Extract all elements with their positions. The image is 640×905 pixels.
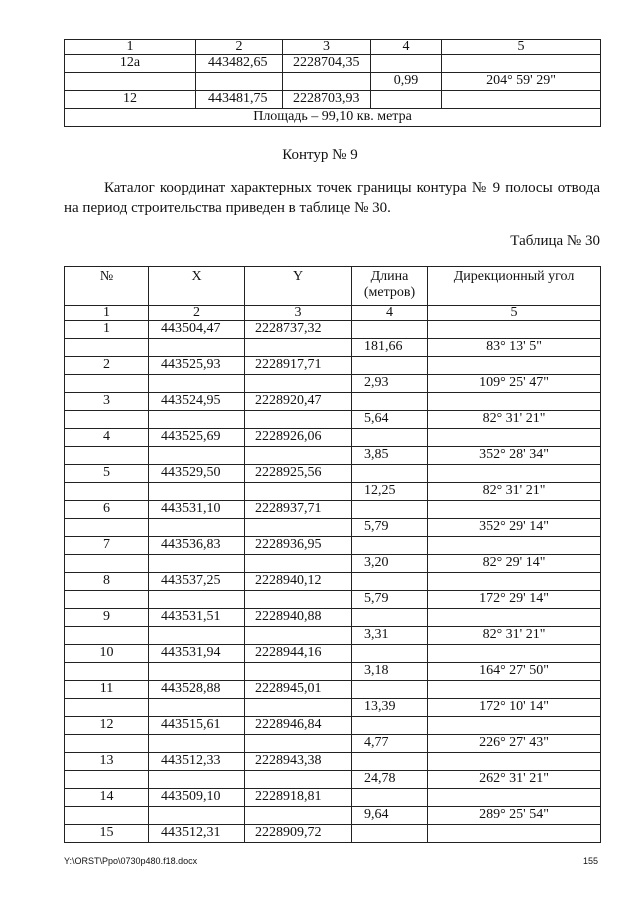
point-row (65, 55, 601, 73)
page-number: 155 (582, 856, 598, 866)
length-value: 3,18 (364, 663, 389, 678)
y-cell (245, 717, 352, 735)
segment-row (65, 411, 601, 429)
point-number-cell (65, 73, 196, 91)
table-label: Таблица № 30 (510, 233, 600, 249)
point-row (65, 789, 601, 807)
angle-cell: 172° 10' 14" (428, 699, 601, 717)
y-cell (245, 627, 352, 645)
point-row (65, 753, 601, 771)
point-number-cell: 7 (65, 537, 149, 555)
point-number-cell (65, 807, 149, 825)
length-value: 9,64 (364, 807, 389, 822)
y-cell (245, 339, 352, 357)
y-value: 2228917,71 (255, 357, 322, 372)
y-cell (245, 465, 352, 483)
y-value: 2228704,35 (293, 55, 360, 70)
length-cell (352, 447, 428, 465)
x-value: 443537,25 (161, 573, 221, 588)
point-number-cell (65, 447, 149, 465)
angle-cell: 82° 31' 21" (428, 411, 601, 429)
angle-cell (428, 753, 601, 771)
angle-cell: 289° 25' 54" (428, 807, 601, 825)
x-cell (149, 627, 245, 645)
y-cell (245, 519, 352, 537)
column-number-cell: 4 (371, 40, 442, 55)
angle-cell: 164° 27' 50" (428, 663, 601, 681)
y-cell (245, 591, 352, 609)
length-cell (352, 321, 428, 339)
y-cell (245, 663, 352, 681)
length-cell (352, 555, 428, 573)
angle-cell: 172° 29' 14" (428, 591, 601, 609)
y-value: 2228909,72 (255, 825, 322, 840)
header-row (65, 267, 601, 306)
angle-cell: 82° 31' 21" (428, 483, 601, 501)
angle-cell (428, 789, 601, 807)
length-value: 4,77 (364, 735, 389, 750)
x-cell (149, 555, 245, 573)
point-number-cell (65, 663, 149, 681)
x-cell (196, 91, 283, 109)
length-cell (352, 681, 428, 699)
y-cell (245, 555, 352, 573)
point-row (65, 681, 601, 699)
x-cell (149, 573, 245, 591)
y-value: 2228703,93 (293, 91, 360, 106)
segment-row (65, 771, 601, 789)
area-cell: Площадь – 99,10 кв. метра (65, 109, 601, 127)
column-number-row (65, 40, 601, 55)
column-number-cell: 1 (65, 40, 196, 55)
length-value: 3,85 (364, 447, 389, 462)
x-value: 443482,65 (208, 55, 268, 70)
segment-row (65, 519, 601, 537)
point-number-cell: 4 (65, 429, 149, 447)
segment-row (65, 339, 601, 357)
y-value: 2228918,81 (255, 789, 322, 804)
length-value: 5,64 (364, 411, 389, 426)
length-value: 12,25 (364, 483, 396, 498)
point-number-cell (65, 411, 149, 429)
point-number-cell: 12 (65, 717, 149, 735)
y-cell (245, 411, 352, 429)
x-cell (149, 321, 245, 339)
y-cell (245, 609, 352, 627)
segment-row (65, 807, 601, 825)
angle-cell (428, 357, 601, 375)
y-cell (245, 321, 352, 339)
x-cell (149, 717, 245, 735)
y-value: 2228936,95 (255, 537, 322, 552)
point-number-cell: 14 (65, 789, 149, 807)
x-cell (149, 429, 245, 447)
y-cell (245, 753, 352, 771)
point-number-cell: 3 (65, 393, 149, 411)
x-cell (149, 357, 245, 375)
y-cell (245, 807, 352, 825)
angle-cell (428, 465, 601, 483)
length-cell (352, 537, 428, 555)
y-value: 2228940,12 (255, 573, 322, 588)
angle-cell: 262° 31' 21" (428, 771, 601, 789)
previous-contour-table (64, 39, 601, 127)
length-cell (352, 807, 428, 825)
segment-row (65, 555, 601, 573)
angle-cell (428, 429, 601, 447)
y-value: 2228937,71 (255, 501, 322, 516)
length-cell (352, 717, 428, 735)
length-cell (352, 411, 428, 429)
point-row (65, 465, 601, 483)
point-number-cell: 11 (65, 681, 149, 699)
length-value: 181,66 (364, 339, 403, 354)
segment-row (65, 735, 601, 753)
x-value: 443525,93 (161, 357, 221, 372)
point-number-cell: 5 (65, 465, 149, 483)
length-cell (352, 573, 428, 591)
y-cell (283, 91, 371, 109)
column-number-cell: 4 (352, 306, 428, 321)
segment-row (65, 483, 601, 501)
x-cell (149, 483, 245, 501)
point-number-cell (65, 735, 149, 753)
x-cell (149, 609, 245, 627)
length-cell (352, 663, 428, 681)
segment-row (65, 591, 601, 609)
length-cell (352, 591, 428, 609)
y-cell (245, 681, 352, 699)
point-row (65, 645, 601, 663)
length-cell (352, 465, 428, 483)
angle-cell (428, 537, 601, 555)
y-cell (245, 573, 352, 591)
length-cell (371, 73, 442, 91)
point-number-cell: 1 (65, 321, 149, 339)
angle-cell (428, 681, 601, 699)
point-row (65, 609, 601, 627)
point-number-cell: 10 (65, 645, 149, 663)
angle-cell: 109° 25' 47" (428, 375, 601, 393)
length-cell (352, 357, 428, 375)
length-value: 3,31 (364, 627, 389, 642)
angle-cell: 226° 27' 43" (428, 735, 601, 753)
point-row (65, 429, 601, 447)
point-number-cell (65, 339, 149, 357)
x-cell (149, 789, 245, 807)
x-cell (149, 771, 245, 789)
y-value: 2228925,56 (255, 465, 322, 480)
x-cell (149, 681, 245, 699)
point-number-cell: 13 (65, 753, 149, 771)
angle-cell: 352° 28' 34" (428, 447, 601, 465)
point-number-cell: 8 (65, 573, 149, 591)
length-cell (352, 735, 428, 753)
point-row (65, 91, 601, 109)
length-value: 5,79 (364, 591, 389, 606)
y-cell (245, 483, 352, 501)
intro-paragraph: Каталог координат характерных точек границы контура № 9 полосы отвода на период строительства приведен в таблице № 30. (64, 180, 600, 216)
angle-cell: 352° 29' 14" (428, 519, 601, 537)
header-x: X (149, 267, 245, 306)
length-cell (352, 375, 428, 393)
x-cell (149, 663, 245, 681)
length-cell (352, 609, 428, 627)
y-value: 2228946,84 (255, 717, 322, 732)
angle-cell (442, 91, 601, 109)
y-cell (245, 699, 352, 717)
length-cell (371, 55, 442, 73)
y-cell (283, 73, 371, 91)
y-value: 2228920,47 (255, 393, 322, 408)
x-value: 443512,31 (161, 825, 221, 840)
angle-cell (428, 825, 601, 843)
y-value: 2228944,16 (255, 645, 322, 660)
length-cell (352, 501, 428, 519)
length-value: 2,93 (364, 375, 389, 390)
x-cell (196, 55, 283, 73)
point-row (65, 321, 601, 339)
header-length: Длина (метров) (352, 267, 428, 306)
y-cell (245, 537, 352, 555)
angle-cell: 83° 13' 5" (428, 339, 601, 357)
point-number-cell (65, 627, 149, 645)
point-number-cell (65, 555, 149, 573)
column-number-cell: 5 (428, 306, 601, 321)
column-number-cell: 5 (442, 40, 601, 55)
x-cell (149, 591, 245, 609)
point-number-cell (65, 699, 149, 717)
length-cell (352, 789, 428, 807)
x-value: 443481,75 (208, 91, 268, 106)
length-cell (352, 825, 428, 843)
x-cell (149, 537, 245, 555)
x-cell (196, 73, 283, 91)
x-value: 443509,10 (161, 789, 221, 804)
x-value: 443504,47 (161, 321, 221, 336)
x-cell (149, 519, 245, 537)
y-cell (245, 393, 352, 411)
area-row (65, 109, 601, 127)
y-cell (245, 357, 352, 375)
y-cell (245, 501, 352, 519)
x-value: 443531,51 (161, 609, 221, 624)
angle-cell (428, 609, 601, 627)
angle-cell (428, 645, 601, 663)
column-number-cell: 3 (245, 306, 352, 321)
point-row (65, 357, 601, 375)
y-value: 2228945,01 (255, 681, 322, 696)
x-value: 443515,61 (161, 717, 221, 732)
point-row (65, 393, 601, 411)
length-cell (352, 627, 428, 645)
segment-row (65, 663, 601, 681)
point-number-cell: 12а (65, 55, 196, 73)
x-value: 443531,94 (161, 645, 221, 660)
length-cell (352, 699, 428, 717)
x-value: 443512,33 (161, 753, 221, 768)
coordinates-table-body (65, 321, 601, 843)
point-number-cell: 12 (65, 91, 196, 109)
column-number-cell: 1 (65, 306, 149, 321)
x-cell (149, 339, 245, 357)
point-number-cell (65, 483, 149, 501)
length-cell (352, 339, 428, 357)
length-cell (352, 393, 428, 411)
x-cell (149, 699, 245, 717)
angle-cell (442, 55, 601, 73)
x-value: 443524,95 (161, 393, 221, 408)
angle-cell: 82° 31' 21" (428, 627, 601, 645)
length-cell (352, 753, 428, 771)
y-value: 2228926,06 (255, 429, 322, 444)
y-cell (245, 429, 352, 447)
x-value: 443529,50 (161, 465, 221, 480)
y-cell (245, 447, 352, 465)
x-cell (149, 375, 245, 393)
x-cell (149, 447, 245, 465)
angle-cell (428, 717, 601, 735)
point-row (65, 537, 601, 555)
length-cell (371, 91, 442, 109)
length-value: 3,20 (364, 555, 389, 570)
column-number-cell: 2 (149, 306, 245, 321)
length-cell (352, 483, 428, 501)
header-y: Y (245, 267, 352, 306)
footer-file-path: Y:\ORST\Ppo\0730p480.f18.docx (64, 856, 198, 866)
angle-cell (428, 393, 601, 411)
header-angle: Дирекционный угол (428, 267, 601, 306)
y-cell (245, 789, 352, 807)
point-number-cell: 2 (65, 357, 149, 375)
x-value: 443531,10 (161, 501, 221, 516)
segment-row (65, 627, 601, 645)
x-cell (149, 753, 245, 771)
angle-cell: 82° 29' 14" (428, 555, 601, 573)
length-value: 13,39 (364, 699, 396, 714)
y-cell (245, 735, 352, 753)
x-value: 443536,83 (161, 537, 221, 552)
angle-cell: 204° 59' 29" (442, 73, 601, 91)
point-row (65, 573, 601, 591)
length-value: 0,99 (393, 73, 419, 88)
point-row (65, 717, 601, 735)
x-cell (149, 735, 245, 753)
y-cell (245, 375, 352, 393)
length-cell (352, 771, 428, 789)
point-number-cell: 15 (65, 825, 149, 843)
contour-title: Контур № 9 (282, 147, 358, 163)
header-number: № (65, 267, 149, 306)
column-number-cell: 3 (283, 40, 371, 55)
segment-row (65, 447, 601, 465)
angle-cell (428, 573, 601, 591)
length-cell (352, 645, 428, 663)
y-value: 2228737,32 (255, 321, 322, 336)
coordinates-table (64, 266, 601, 843)
length-value: 24,78 (364, 771, 396, 786)
point-number-cell (65, 375, 149, 393)
y-cell (283, 55, 371, 73)
point-number-cell: 6 (65, 501, 149, 519)
column-number-row (65, 306, 601, 321)
angle-cell (428, 321, 601, 339)
length-value: 5,79 (364, 519, 389, 534)
x-cell (149, 645, 245, 663)
y-cell (245, 771, 352, 789)
column-number-cell: 2 (196, 40, 283, 55)
y-value: 2228943,38 (255, 753, 322, 768)
point-row (65, 825, 601, 843)
y-cell (245, 825, 352, 843)
x-cell (149, 465, 245, 483)
x-cell (149, 501, 245, 519)
length-cell (352, 429, 428, 447)
segment-row (65, 73, 601, 91)
point-number-cell: 9 (65, 609, 149, 627)
point-row (65, 501, 601, 519)
x-value: 443528,88 (161, 681, 221, 696)
x-cell (149, 807, 245, 825)
point-number-cell (65, 591, 149, 609)
point-number-cell (65, 771, 149, 789)
y-cell (245, 645, 352, 663)
segment-row (65, 699, 601, 717)
y-value: 2228940,88 (255, 609, 322, 624)
segment-row (65, 375, 601, 393)
point-number-cell (65, 519, 149, 537)
x-cell (149, 825, 245, 843)
length-cell (352, 519, 428, 537)
angle-cell (428, 501, 601, 519)
x-cell (149, 393, 245, 411)
x-value: 443525,69 (161, 429, 221, 444)
x-cell (149, 411, 245, 429)
